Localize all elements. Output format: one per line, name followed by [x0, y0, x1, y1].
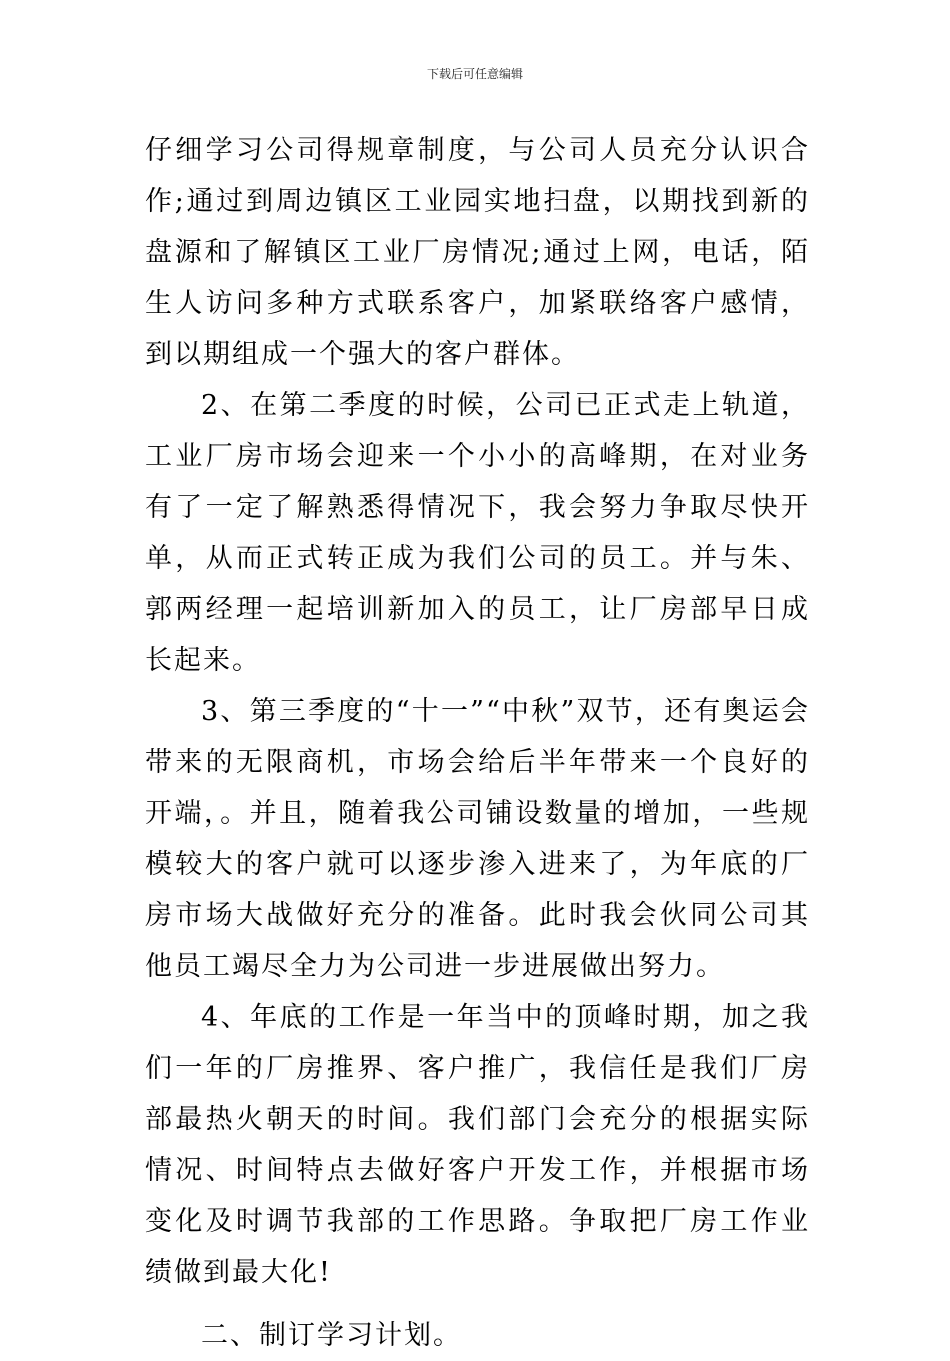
paragraph-item-4: 4、年底的工作是一年当中的顶峰时期，加之我们一年的厂房推界、客户推广，我信任是我们厂房部最热火朝天的时间。我们部门会充分的根据实际情况、时间特点去做好客户开发工作，并根据市场变化及时调节我部的工作思路。争取把厂房工作业绩做到最大化!: [145, 1002, 810, 1288]
section-heading-study-plan: 二、制订学习计划。: [201, 1320, 462, 1351]
page-header: 下载后可任意编辑: [426, 67, 523, 81]
paragraph-item-3: 3、第三季度的“十一”“中秋”双节，还有奥运会带来的无限商机，市场会给后半年带来一个良好的开端，。并且，随着我公司铺设数量的增加，一些规模较大的客户就可以逐步渗入进来了，为年底的厂房市场大战做好充分的准备。此时我会伙同公司其他员工竭尽全力为公司进一步进展做出努力。: [145, 696, 810, 982]
document-body: [145, 125, 810, 1361]
paragraph-continuation: 仔细学习公司得规章制度，与公司人员充分认识合作;通过到周边镇区工业园实地扫盘，以期找到新的盘源和了解镇区工业厂房情况;通过上网，电话，陌生人访问多种方式联系客户，加紧联络客户感情，到以期组成一个强大的客户群体。: [145, 135, 810, 370]
paragraph-item-2: 2、在第二季度的时候，公司已正式走上轨道，工业厂房市场会迎来一个小小的高峰期，在对业务有了一定了解熟悉得情况下，我会努力争取尽快开单，从而正式转正成为我们公司的员工。并与朱、郭两经理一起培训新加入的员工，让厂房部早日成长起来。: [145, 390, 810, 676]
